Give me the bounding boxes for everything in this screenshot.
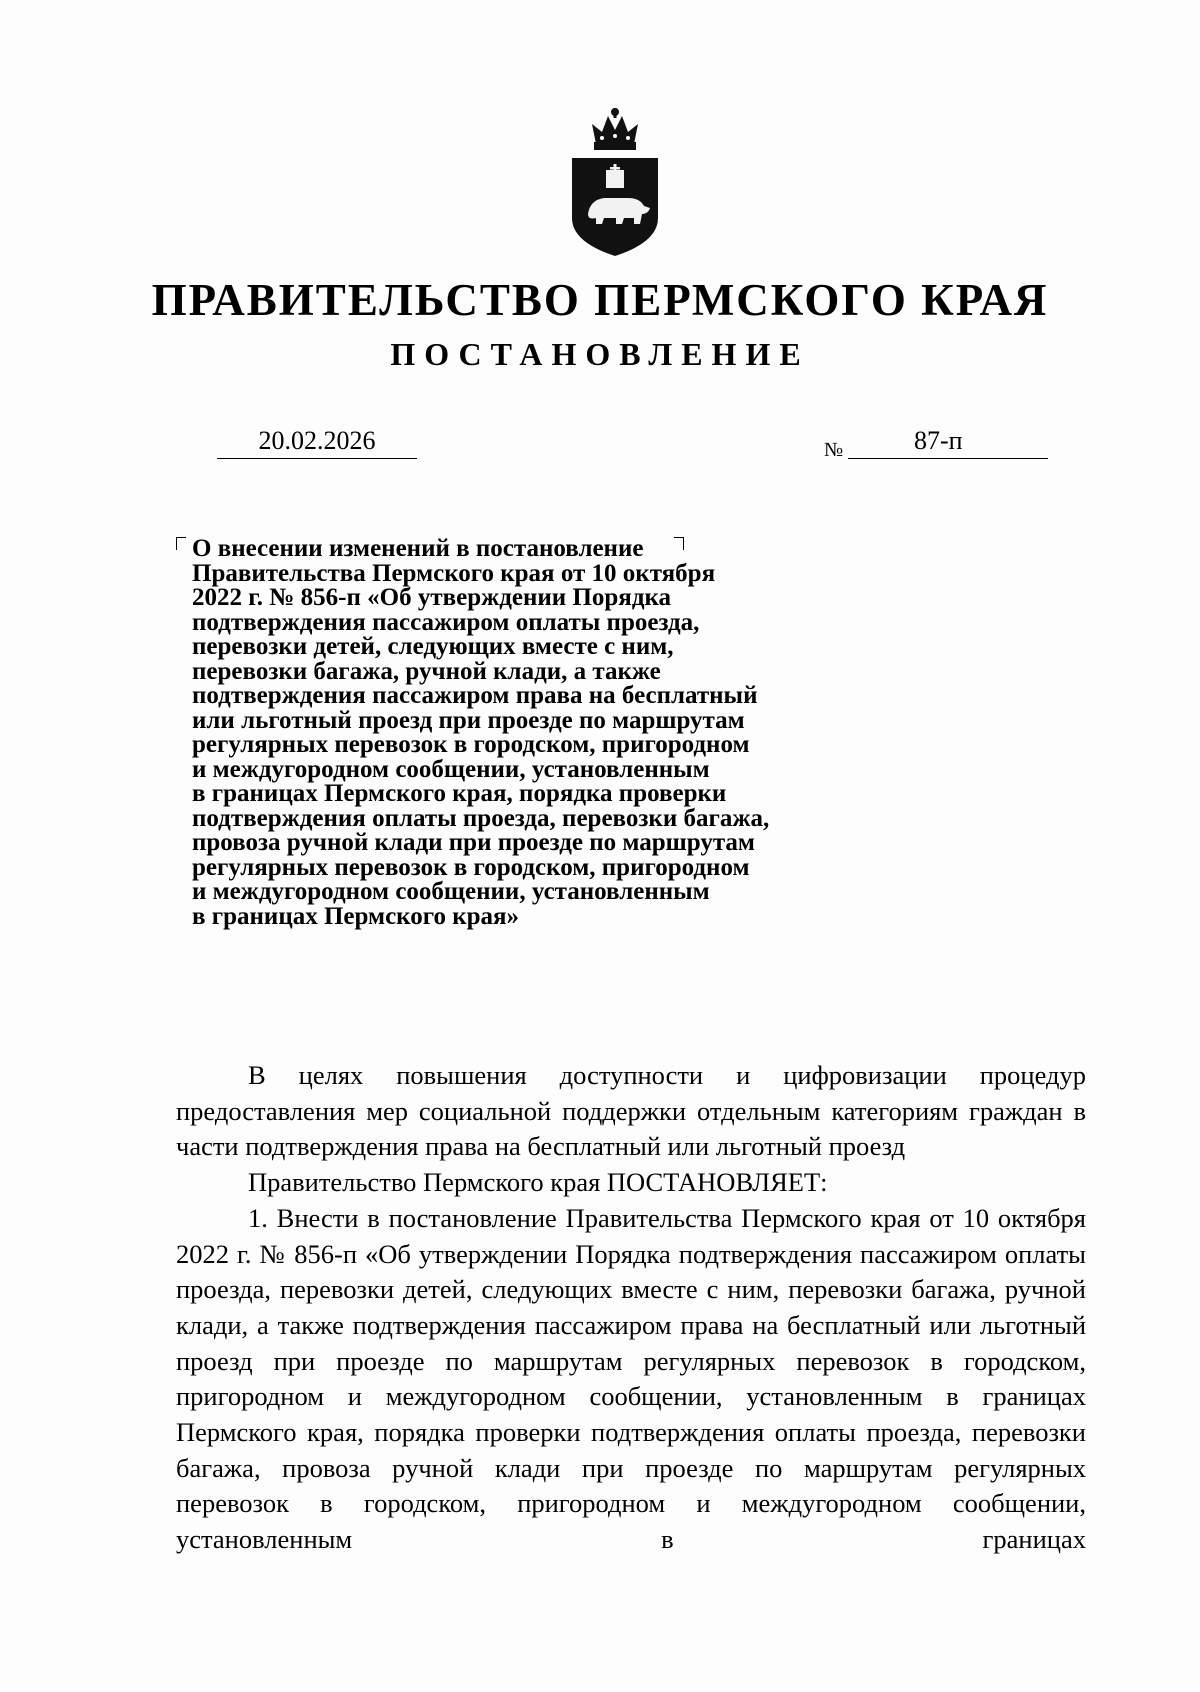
- subject-line: перевозки багажа, ручной клади, а также: [192, 657, 661, 685]
- subject-line: или льготный проезд при проезде по маршрутам: [192, 706, 745, 734]
- subject-bracket-left: [176, 537, 186, 550]
- document-number-field: [848, 424, 1048, 459]
- subject-line: перевозки детей, следующих вместе с ним,: [192, 633, 674, 660]
- preamble-paragraph: В целях повышения доступности и цифровизации процедур предоставления мер социальной поддержки отдельным категориям граждан в части подтверждения права на бесплатный или льготный проезд: [176, 1060, 1086, 1162]
- subject-line: регулярных перевозок в городском, пригородном: [192, 853, 750, 881]
- subject-line: подтверждения пассажиром оплаты проезда,: [192, 608, 700, 636]
- document-type-heading: ПОСТАНОВЛЕНИЕ: [390, 336, 810, 372]
- subject-line: подтверждения оплаты проезда, перевозки багажа,: [192, 804, 770, 832]
- subject-line: подтверждения пассажиром права на бесплатный: [192, 682, 758, 709]
- resolution-paragraph: Правительство Пермского края ПОСТАНОВЛЯЕТ:: [248, 1167, 828, 1198]
- item-1-paragraph: 1. Внести в постановление Правительства Пермского края от 10 октября 2022 г. № 856-п «Об утверждении Порядка подтверждения пассажиром оплаты проезда, перевозки детей, следующих вместе с ним, перевозки багажа, ручной клади, а также подтверждения пассажиром права на бесплатный или льготный проезд при проезде по маршрутам регулярных перевозок в городском, пригородном и междугородном сообщении, установленным в границах Пермского края, порядка проверки подтверждения оплаты проезда, перевозки багажа, провоза ручной клади при проезде по маршрутам регулярных перевозок в городском, пригородном и междугородном сообщении, установленным в границах: [176, 1202, 1086, 1555]
- subject-line: О внесении изменений в постановление: [192, 535, 644, 562]
- subject-line: в границах Пермского края, порядка проверки: [192, 780, 727, 807]
- organization-title: ПРАВИТЕЛЬСТВО ПЕРМСКОГО КРАЯ: [151, 275, 1049, 325]
- number-sign: №: [824, 439, 844, 461]
- document-body: [176, 1058, 1086, 1558]
- coat-of-arms-icon: [568, 108, 662, 258]
- subject-line: провоза ручной клади при проезде по маршрутам: [192, 829, 755, 856]
- subject-line: в границах Пермского края»: [192, 902, 520, 930]
- subject-line: Правительства Пермского края от 10 октября: [192, 559, 716, 587]
- subject-line: и междугородном сообщении, установленным: [192, 878, 710, 905]
- document-date: 20.02.2026: [217, 424, 417, 459]
- document-number: 87-п: [914, 426, 963, 455]
- document-subject: [192, 537, 872, 929]
- subject-line: регулярных перевозок в городском, пригородном: [192, 731, 750, 758]
- subject-line: и междугородном сообщении, установленным: [192, 755, 710, 783]
- subject-line: 2022 г. № 856-п «Об утверждении Порядка: [192, 584, 671, 611]
